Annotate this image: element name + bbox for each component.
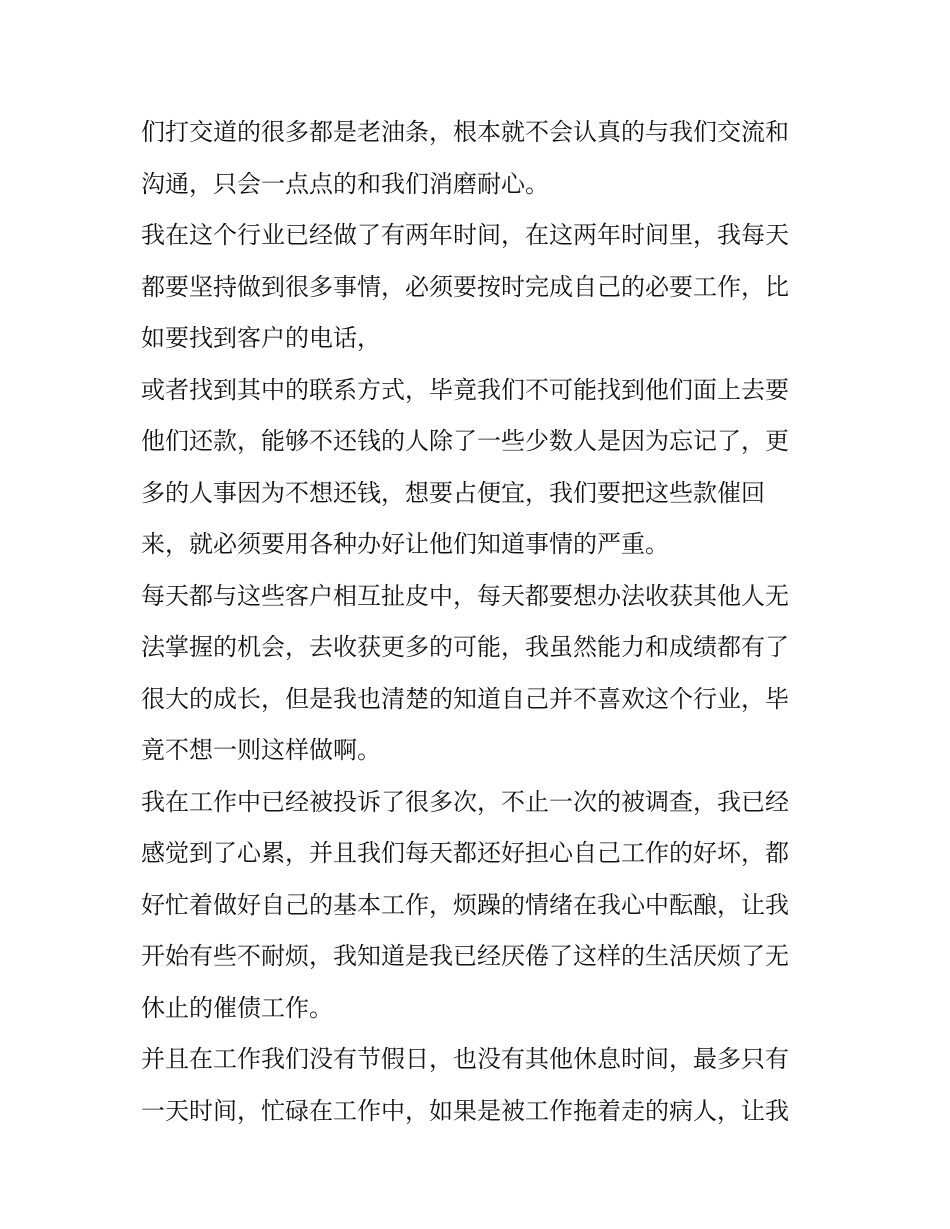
text-line: 来，就必须要用各种办好让他们知道事情的严重。 <box>141 530 669 558</box>
text-line: 并且在工作我们没有节假日，也没有其他休息时间，最多只有 <box>141 1045 789 1073</box>
text-line: 法掌握的机会，去收获更多的可能，我虽然能力和成绩都有了 <box>141 633 789 661</box>
text-line: 沟通，只会一点点的和我们消磨耐心。 <box>141 169 549 198</box>
text-line: 我在这个行业已经做了有两年时间，在这两年时间里，我每天 <box>141 221 789 249</box>
text-line: 好忙着做好自己的基本工作，烦躁的情绪在我心中酝酿，让我 <box>141 890 789 919</box>
text-line: 很大的成长，但是我也清楚的知道自己并不喜欢这个行业，毕 <box>141 684 789 713</box>
text-line: 都要坚持做到很多事情，必须要按时完成自己的必要工作，比 <box>141 272 789 301</box>
body-text <box>141 107 821 1137</box>
text-line: 他们还款，能够不还钱的人除了一些少数人是因为忘记了，更 <box>141 427 789 455</box>
text-line: 多的人事因为不想还钱，想要占便宜，我们要把这些款催回 <box>141 478 765 507</box>
text-line: 们打交道的很多都是老油条，根本就不会认真的与我们交流和 <box>141 118 789 146</box>
text-line: 或者找到其中的联系方式，毕竟我们不可能找到他们面上去要 <box>141 375 789 404</box>
text-line: 每天都与这些客户相互扯皮中，每天都要想办法收获其他人无 <box>141 581 789 610</box>
text-line: 休止的催债工作。 <box>141 993 333 1022</box>
text-line: 竟不想一则这样做啊。 <box>141 736 381 764</box>
text-line: 一天时间，忙碌在工作中，如果是被工作拖着走的病人，让我 <box>141 1096 789 1125</box>
text-line: 如要找到客户的电话， <box>141 324 381 352</box>
text-line: 我在工作中已经被投诉了很多次，不止一次的被调查，我已经 <box>141 787 789 816</box>
text-line: 感觉到了心累，并且我们每天都还好担心自己工作的好坏，都 <box>141 839 789 867</box>
text-line: 开始有些不耐烦，我知道是我已经厌倦了这样的生活厌烦了无 <box>141 942 789 970</box>
